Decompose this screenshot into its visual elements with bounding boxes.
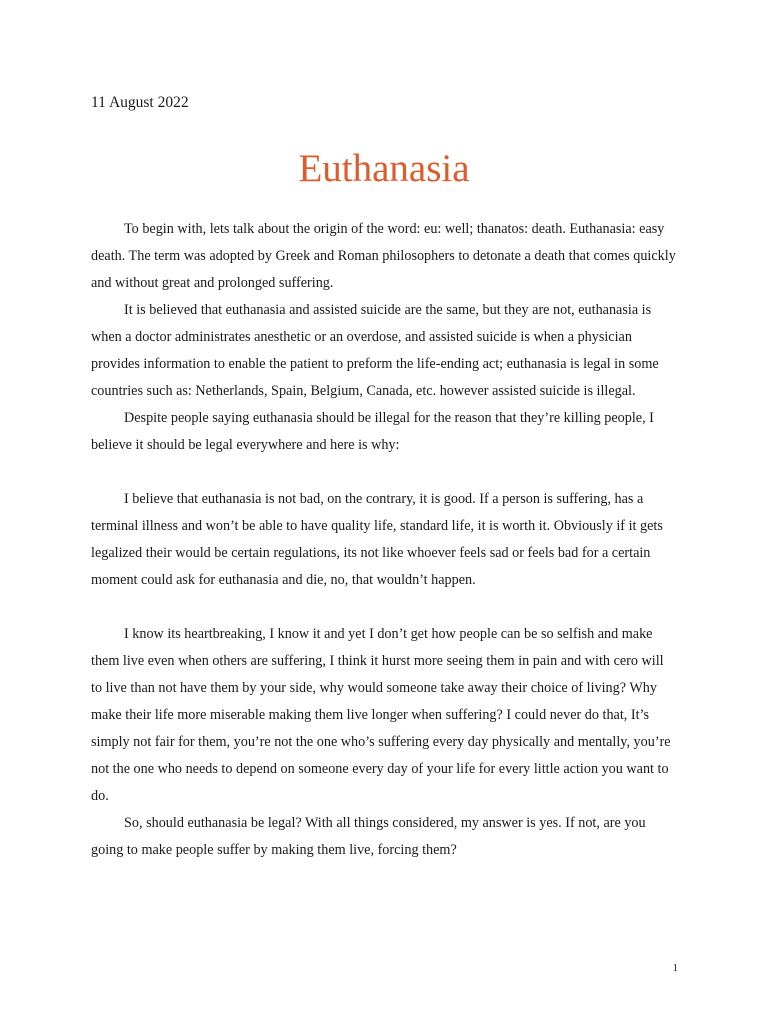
paragraph-argument-good: I believe that euthanasia is not bad, on the contrary, it is good. If a person is suffering, has a terminal illness and won’t be able to have quality life, standard life, it is worth it. Obviously if it gets legalized their would be certain regulations, its not like whoever feels sad or feels bad for a certain moment could ask for euthanasia and die, no, that wouldn’t happen. <box>91 491 663 588</box>
paragraph-thesis: Despite people saying euthanasia should be illegal for the reason that they’re killing people, I believe it should be legal everywhere and here is why: <box>91 410 654 453</box>
paragraph-definitions: It is believed that euthanasia and assisted suicide are the same, but they are not, euthanasia is when a doctor administrates anesthetic or an overdose, and assisted suicide is when a physician provides information to enable the patient to preform the life-ending act; euthanasia is legal in some countries such as: Netherlands, Spain, Belgium, Canada, etc. however assisted suicide is illegal. <box>91 302 659 399</box>
paragraph-origin: To begin with, lets talk about the origin of the word: eu: well; thanatos: death. Euthanasia: easy death. The term was adopted by Greek and Roman philosophers to detonate a death that comes quickly and without great and prolonged suffering. <box>91 221 676 291</box>
paragraph-conclusion: So, should euthanasia be legal? With all things considered, my answer is yes. If not, are you going to make people suffer by making them live, forcing them? <box>91 815 646 858</box>
document-body <box>91 216 677 864</box>
document-date: 11 August 2022 <box>91 94 189 111</box>
document-title: Euthanasia <box>298 147 470 190</box>
page-number: 1 <box>672 962 678 974</box>
paragraph-argument-selfish: I know its heartbreaking, I know it and yet I don’t get how people can be so selfish and make them live even when others are suffering, I think it hurst more seeing them in pain and with cero will to live than not have them by your side, why would someone take away their choice of living? Why make their life more miserable making them live longer when suffering? I could never do that, It’s simply not fair for them, you’re not the one who’s suffering every day physically and mentally, you’re not the one who needs to depend on someone every day of your life for every little action you want to do. <box>91 626 671 804</box>
